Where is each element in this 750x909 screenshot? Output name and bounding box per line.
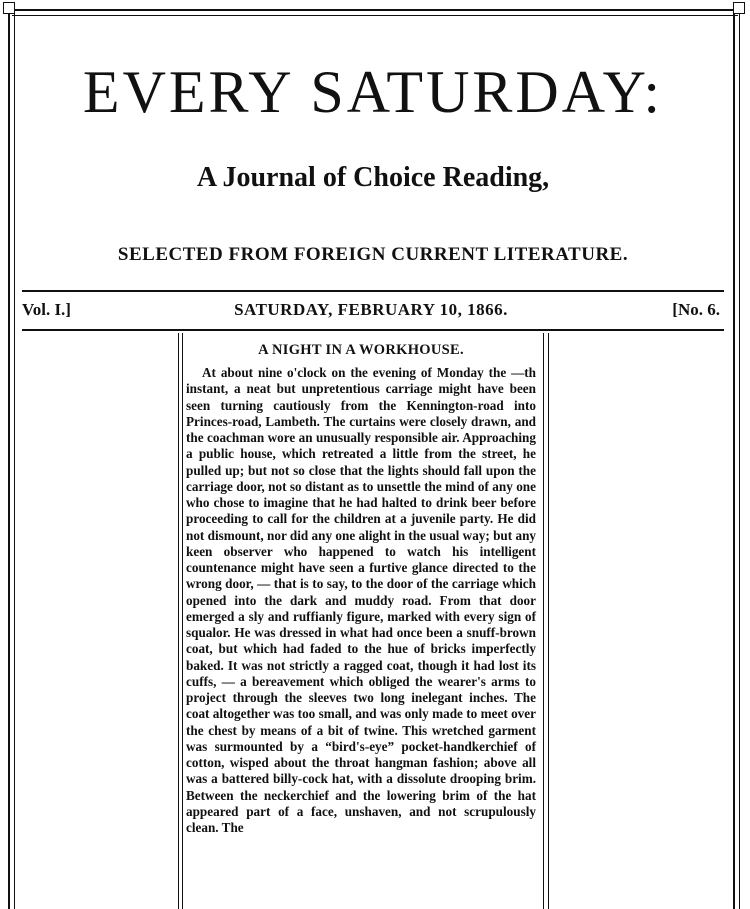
- volume-number: Vol. I.]: [22, 300, 71, 319]
- column-rule-left-inner: [182, 333, 183, 909]
- page-border-left: [8, 9, 15, 909]
- issue-date: SATURDAY, FEBRUARY 10, 1866.: [234, 300, 508, 319]
- page-border-right: [733, 9, 740, 909]
- column-rule-right-outer: [548, 333, 549, 909]
- masthead-tagline: SELECTED FROM FOREIGN CURRENT LITERATURE.: [117, 244, 629, 265]
- column-rule-left-outer: [178, 333, 179, 909]
- column-rule-right-inner: [543, 333, 544, 909]
- issue-line: [22, 300, 720, 324]
- page-border-top: [12, 9, 738, 16]
- header-rule-top: [22, 290, 724, 292]
- header-rule-bottom: [22, 329, 724, 331]
- corner-ornament-right: [733, 2, 745, 14]
- issue-number: [No. 6.: [672, 300, 720, 319]
- article: [186, 342, 536, 836]
- corner-ornament-left: [3, 2, 15, 14]
- article-body: At about nine o'clock on the evening of Monday the —th instant, a neat but unpretentious carriage might have been seen turning cautiously from the Kennington-road into Princes-road, Lambeth. The curtains were closely drawn, and the coachman wore an unusually responsible air. Approaching a public house, which retreated a little from the street, he pulled up; but not so close that the lights should fall upon the carriage door, not so distant as to unsettle the mind of any one who chose to imagine that he had halted to drink beer before proceeding to call for the children at a juvenile party. He did not dismount, nor did any one alight in the usual way; but any keen observer who happened to watch his intelligent countenance might have seen a furtive glance directed to the wrong door, — that is to say, to the door of the carriage which opened into the dark and muddy road. From that door emerged a sly and ruffianly figure, marked with every sign of squalor. He was dressed in what had once been a snuff-brown coat, but which had faded to the hue of bricks imperfectly baked. It was not strictly a ragged coat, though it had lost its cuffs, — a bereavement which obliged the wearer's arms to project through the sleeves two long inelegant inches. The coat altogether was too small, and was only made to meet over the chest by means of a bit of twine. This wretched garment was surmounted by a “bird's-eye” pocket-handkerchief of cotton, wisped about the throat hangman fashion; above all was a battered billy-cock hat, with a dissolute drooping brim. Between the neckerchief and the lowering brim of the hat appeared part of a face, unshaven, and not scrupulously clean. The: [186, 365, 536, 835]
- article-heading: A NIGHT IN A WORKHOUSE.: [258, 342, 464, 358]
- masthead-subtitle: A Journal of Choice Reading,: [196, 162, 550, 193]
- masthead-title: EVERY SATURDAY:: [82, 59, 664, 125]
